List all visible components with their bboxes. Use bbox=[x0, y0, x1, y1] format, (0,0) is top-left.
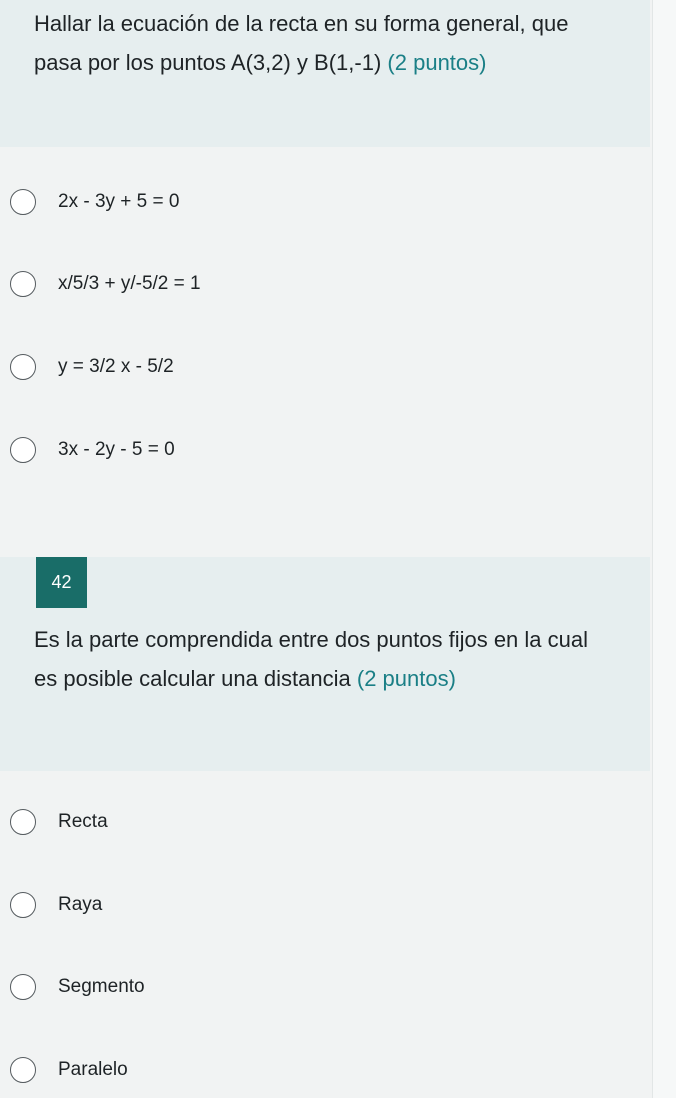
option-label: 2x - 3y + 5 = 0 bbox=[58, 191, 180, 212]
points-label: (2 puntos) bbox=[356, 666, 456, 691]
option-label: Raya bbox=[58, 894, 103, 915]
question-number-badge: 42 bbox=[36, 557, 87, 608]
radio-button[interactable] bbox=[10, 437, 36, 463]
points-label: (2 puntos) bbox=[387, 50, 487, 75]
option-slope-form[interactable] bbox=[10, 345, 174, 389]
question-text bbox=[34, 620, 594, 698]
question-card-42 bbox=[0, 557, 650, 771]
option-label: Segmento bbox=[58, 976, 145, 997]
option-label: y = 3/2 x - 5/2 bbox=[58, 356, 174, 377]
option-3x-2y-5[interactable] bbox=[10, 428, 175, 472]
option-segmento[interactable] bbox=[10, 965, 145, 1009]
option-label: 3x - 2y - 5 = 0 bbox=[58, 439, 175, 460]
radio-button[interactable] bbox=[10, 271, 36, 297]
question-card-1 bbox=[0, 0, 650, 147]
option-2x-3y-5[interactable] bbox=[10, 180, 179, 224]
scrollbar-track[interactable] bbox=[652, 0, 676, 1098]
option-raya[interactable] bbox=[10, 883, 102, 927]
radio-button[interactable] bbox=[10, 1057, 36, 1083]
option-recta[interactable] bbox=[10, 800, 108, 844]
option-label: Paralelo bbox=[58, 1059, 128, 1080]
question-text bbox=[34, 4, 594, 82]
question-prompt: Hallar la ecuación de la recta en su forma general, que pasa por los puntos A(3,2) y B(1,-1) bbox=[34, 11, 569, 75]
radio-button[interactable] bbox=[10, 974, 36, 1000]
option-label: x/5/3 + y/-5/2 = 1 bbox=[58, 273, 201, 294]
radio-button[interactable] bbox=[10, 809, 36, 835]
radio-button[interactable] bbox=[10, 189, 36, 215]
radio-button[interactable] bbox=[10, 354, 36, 380]
question-prompt: Es la parte comprendida entre dos puntos fijos en la cual es posible calcular una distancia bbox=[34, 627, 588, 691]
option-segment-form[interactable] bbox=[10, 262, 201, 306]
option-label: Recta bbox=[58, 811, 108, 832]
option-paralelo[interactable] bbox=[10, 1048, 128, 1092]
radio-button[interactable] bbox=[10, 892, 36, 918]
